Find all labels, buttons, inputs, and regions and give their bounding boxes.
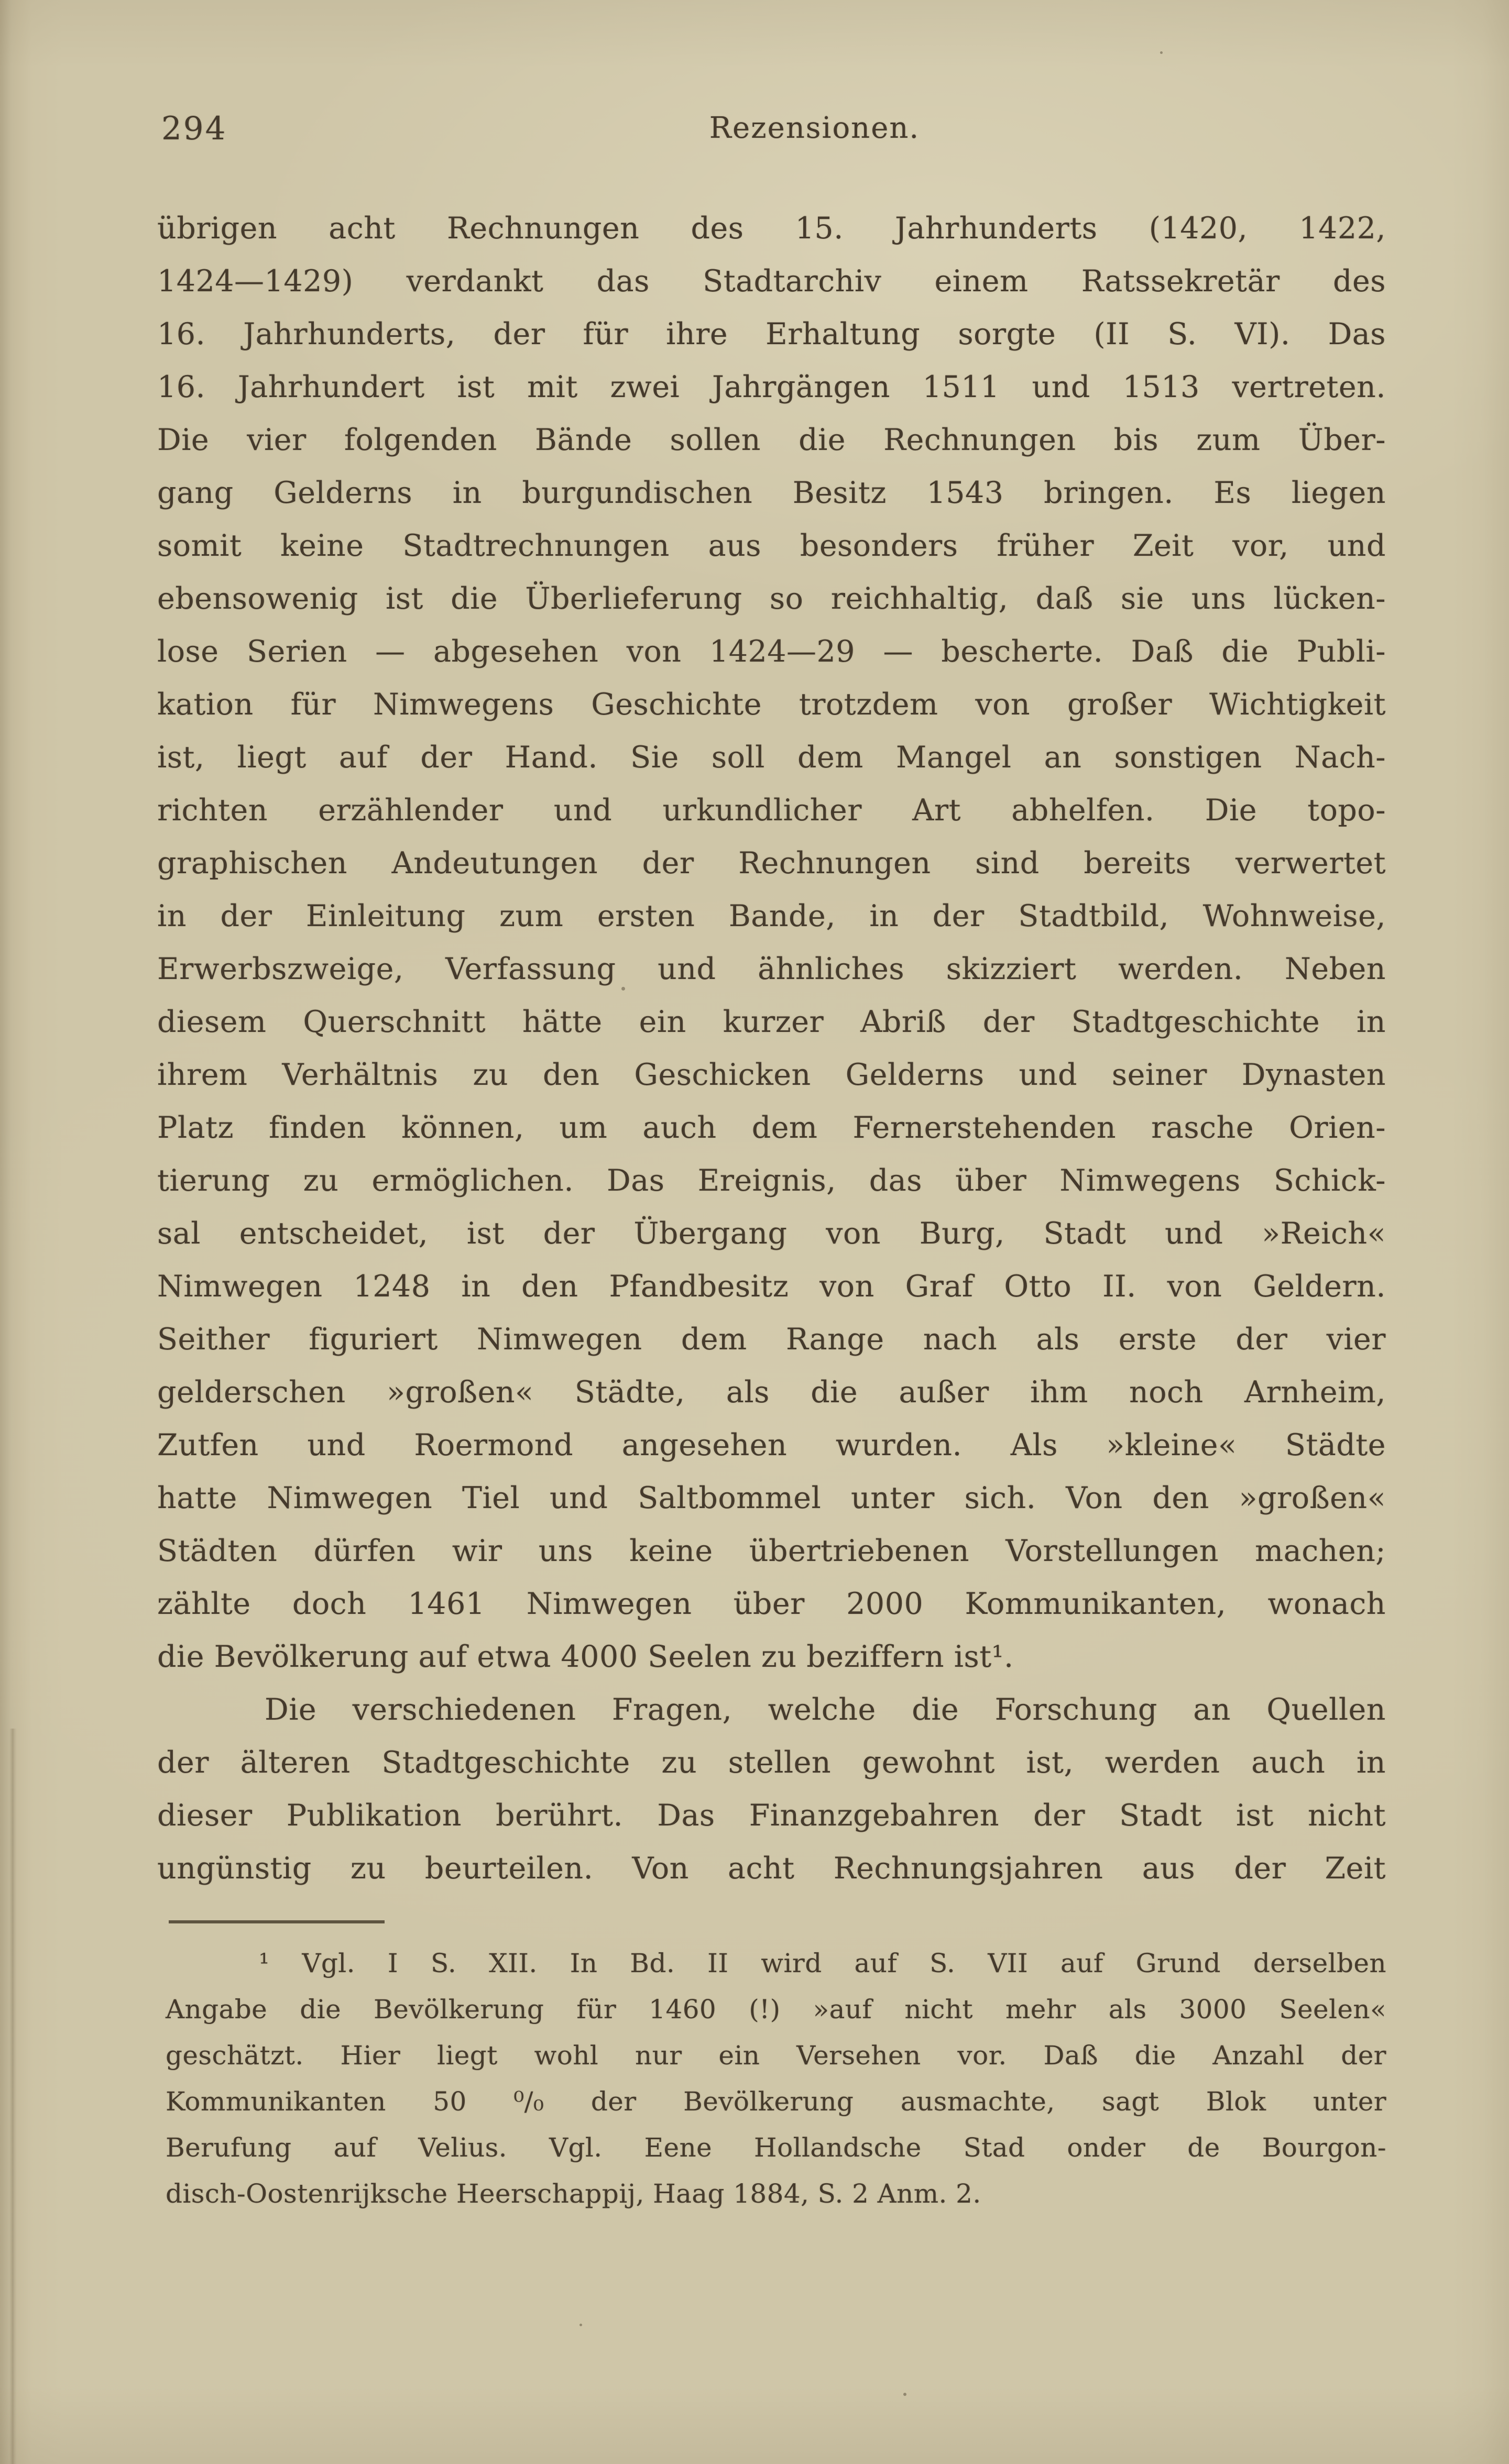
footnote-line: Berufung auf Velius. Vgl. Eene Hollandsche Stad onder de Bourgon- bbox=[166, 2132, 1386, 2163]
text-line: gang Gelderns in burgundischen Besitz 1543 bringen. Es liegen bbox=[157, 476, 1386, 510]
text-line: ebensowenig ist die Überlieferung so reichhaltig, daß sie uns lücken- bbox=[157, 581, 1386, 616]
text-line: Städten dürfen wir uns keine übertriebenen Vorstellungen machen; bbox=[157, 1534, 1386, 1568]
text-line: dieser Publikation berührt. Das Finanzgebahren der Stadt ist nicht bbox=[157, 1798, 1386, 1833]
text-line: zählte doch 1461 Nimwegen über 2000 Kommunikanten, wonach bbox=[157, 1587, 1386, 1621]
text-line: richten erzählender und urkundlicher Art abhelfen. Die topo- bbox=[157, 793, 1386, 828]
text-line: übrigen acht Rechnungen des 15. Jahrhunderts (1420, 1422, bbox=[157, 211, 1386, 246]
footnote-line: geschätzt. Hier liegt wohl nur ein Versehen vor. Daß die Anzahl der bbox=[166, 2040, 1386, 2071]
text-line: 16. Jahrhunderts, der für ihre Erhaltung sorgte (II S. VI). Das bbox=[157, 317, 1386, 351]
paper-speck bbox=[579, 2324, 582, 2326]
paper-speck bbox=[1160, 51, 1163, 54]
footnote-line: ¹ Vgl. I S. XII. In Bd. II wird auf S. VII auf Grund derselben bbox=[259, 1948, 1386, 1978]
footnote-separator-rule bbox=[169, 1920, 385, 1923]
text-line: 1424—1429) verdankt das Stadtarchiv einem Ratssekretär des bbox=[157, 264, 1386, 299]
text-line: Seither figuriert Nimwegen dem Range nach als erste der vier bbox=[157, 1322, 1386, 1357]
text-line: graphischen Andeutungen der Rechnungen sind bereits verwertet bbox=[157, 846, 1386, 881]
text-line: Nimwegen 1248 in den Pfandbesitz von Graf Otto II. von Geldern. bbox=[157, 1269, 1386, 1304]
paper-crease bbox=[9, 1729, 17, 2464]
footnote-block bbox=[166, 1940, 1386, 2217]
text-line: in der Einleitung zum ersten Bande, in der Stadtbild, Wohnweise, bbox=[157, 899, 1386, 933]
paper-speck bbox=[903, 2393, 906, 2396]
text-line: lose Serien — abgesehen von 1424—29 — bescherte. Daß die Publi- bbox=[157, 634, 1386, 669]
footnote-line: Angabe die Bevölkerung für 1460 (!) »auf nicht mehr als 3000 Seelen« bbox=[166, 1994, 1386, 2025]
footnote-line: disch-Oostenrijksche Heerschappij, Haag 1884, S. 2 Anm. 2. bbox=[166, 2179, 981, 2209]
text-line: ihrem Verhältnis zu den Geschicken Gelderns und seiner Dynasten bbox=[157, 1058, 1386, 1092]
text-line: 16. Jahrhundert ist mit zwei Jahrgängen 1511 und 1513 vertreten. bbox=[157, 370, 1386, 404]
text-line: sal entscheidet, ist der Übergang von Burg, Stadt und »Reich« bbox=[157, 1216, 1386, 1251]
text-line: kation für Nimwegens Geschichte trotzdem von großer Wichtigkeit bbox=[157, 687, 1386, 722]
text-line: Platz finden können, um auch dem Fernerstehenden rasche Orien- bbox=[157, 1110, 1386, 1145]
text-line: ungünstig zu beurteilen. Von acht Rechnungsjahren aus der Zeit bbox=[157, 1851, 1386, 1886]
page-number: 294 bbox=[161, 110, 227, 147]
text-line: Zutfen und Roermond angesehen wurden. Als »kleine« Städte bbox=[157, 1428, 1386, 1462]
text-line: tierung zu ermöglichen. Das Ereignis, das über Nimwegens Schick- bbox=[157, 1163, 1386, 1198]
page-header bbox=[157, 107, 1386, 154]
text-line: somit keine Stadtrechnungen aus besonders früher Zeit vor, und bbox=[157, 529, 1386, 563]
running-header-title: Rezensionen. bbox=[709, 111, 920, 145]
footnote-line: Kommunikanten 50 ⁰/₀ der Bevölkerung ausmachte, sagt Blok unter bbox=[166, 2086, 1386, 2117]
text-line: gelderschen »großen« Städte, als die außer ihm noch Arnheim, bbox=[157, 1375, 1386, 1410]
text-line-paragraph-end: die Bevölkerung auf etwa 4000 Seelen zu beziffern ist¹. bbox=[157, 1640, 1014, 1674]
main-text-block bbox=[157, 202, 1386, 1895]
text-line: ist, liegt auf der Hand. Sie soll dem Mangel an sonstigen Nach- bbox=[157, 740, 1386, 775]
text-line: Erwerbszweige, Verfassung und ähnliches skizziert werden. Neben bbox=[157, 952, 1386, 986]
text-line: Die vier folgenden Bände sollen die Rechnungen bis zum Über- bbox=[157, 423, 1386, 457]
text-line: diesem Querschnitt hätte ein kurzer Abriß der Stadtgeschichte in bbox=[157, 1005, 1386, 1039]
text-line-paragraph-start: Die verschiedenen Fragen, welche die Forschung an Quellen bbox=[265, 1692, 1386, 1727]
text-line: hatte Nimwegen Tiel und Saltbommel unter sich. Von den »großen« bbox=[157, 1481, 1386, 1515]
text-line: der älteren Stadtgeschichte zu stellen gewohnt ist, werden auch in bbox=[157, 1745, 1386, 1780]
